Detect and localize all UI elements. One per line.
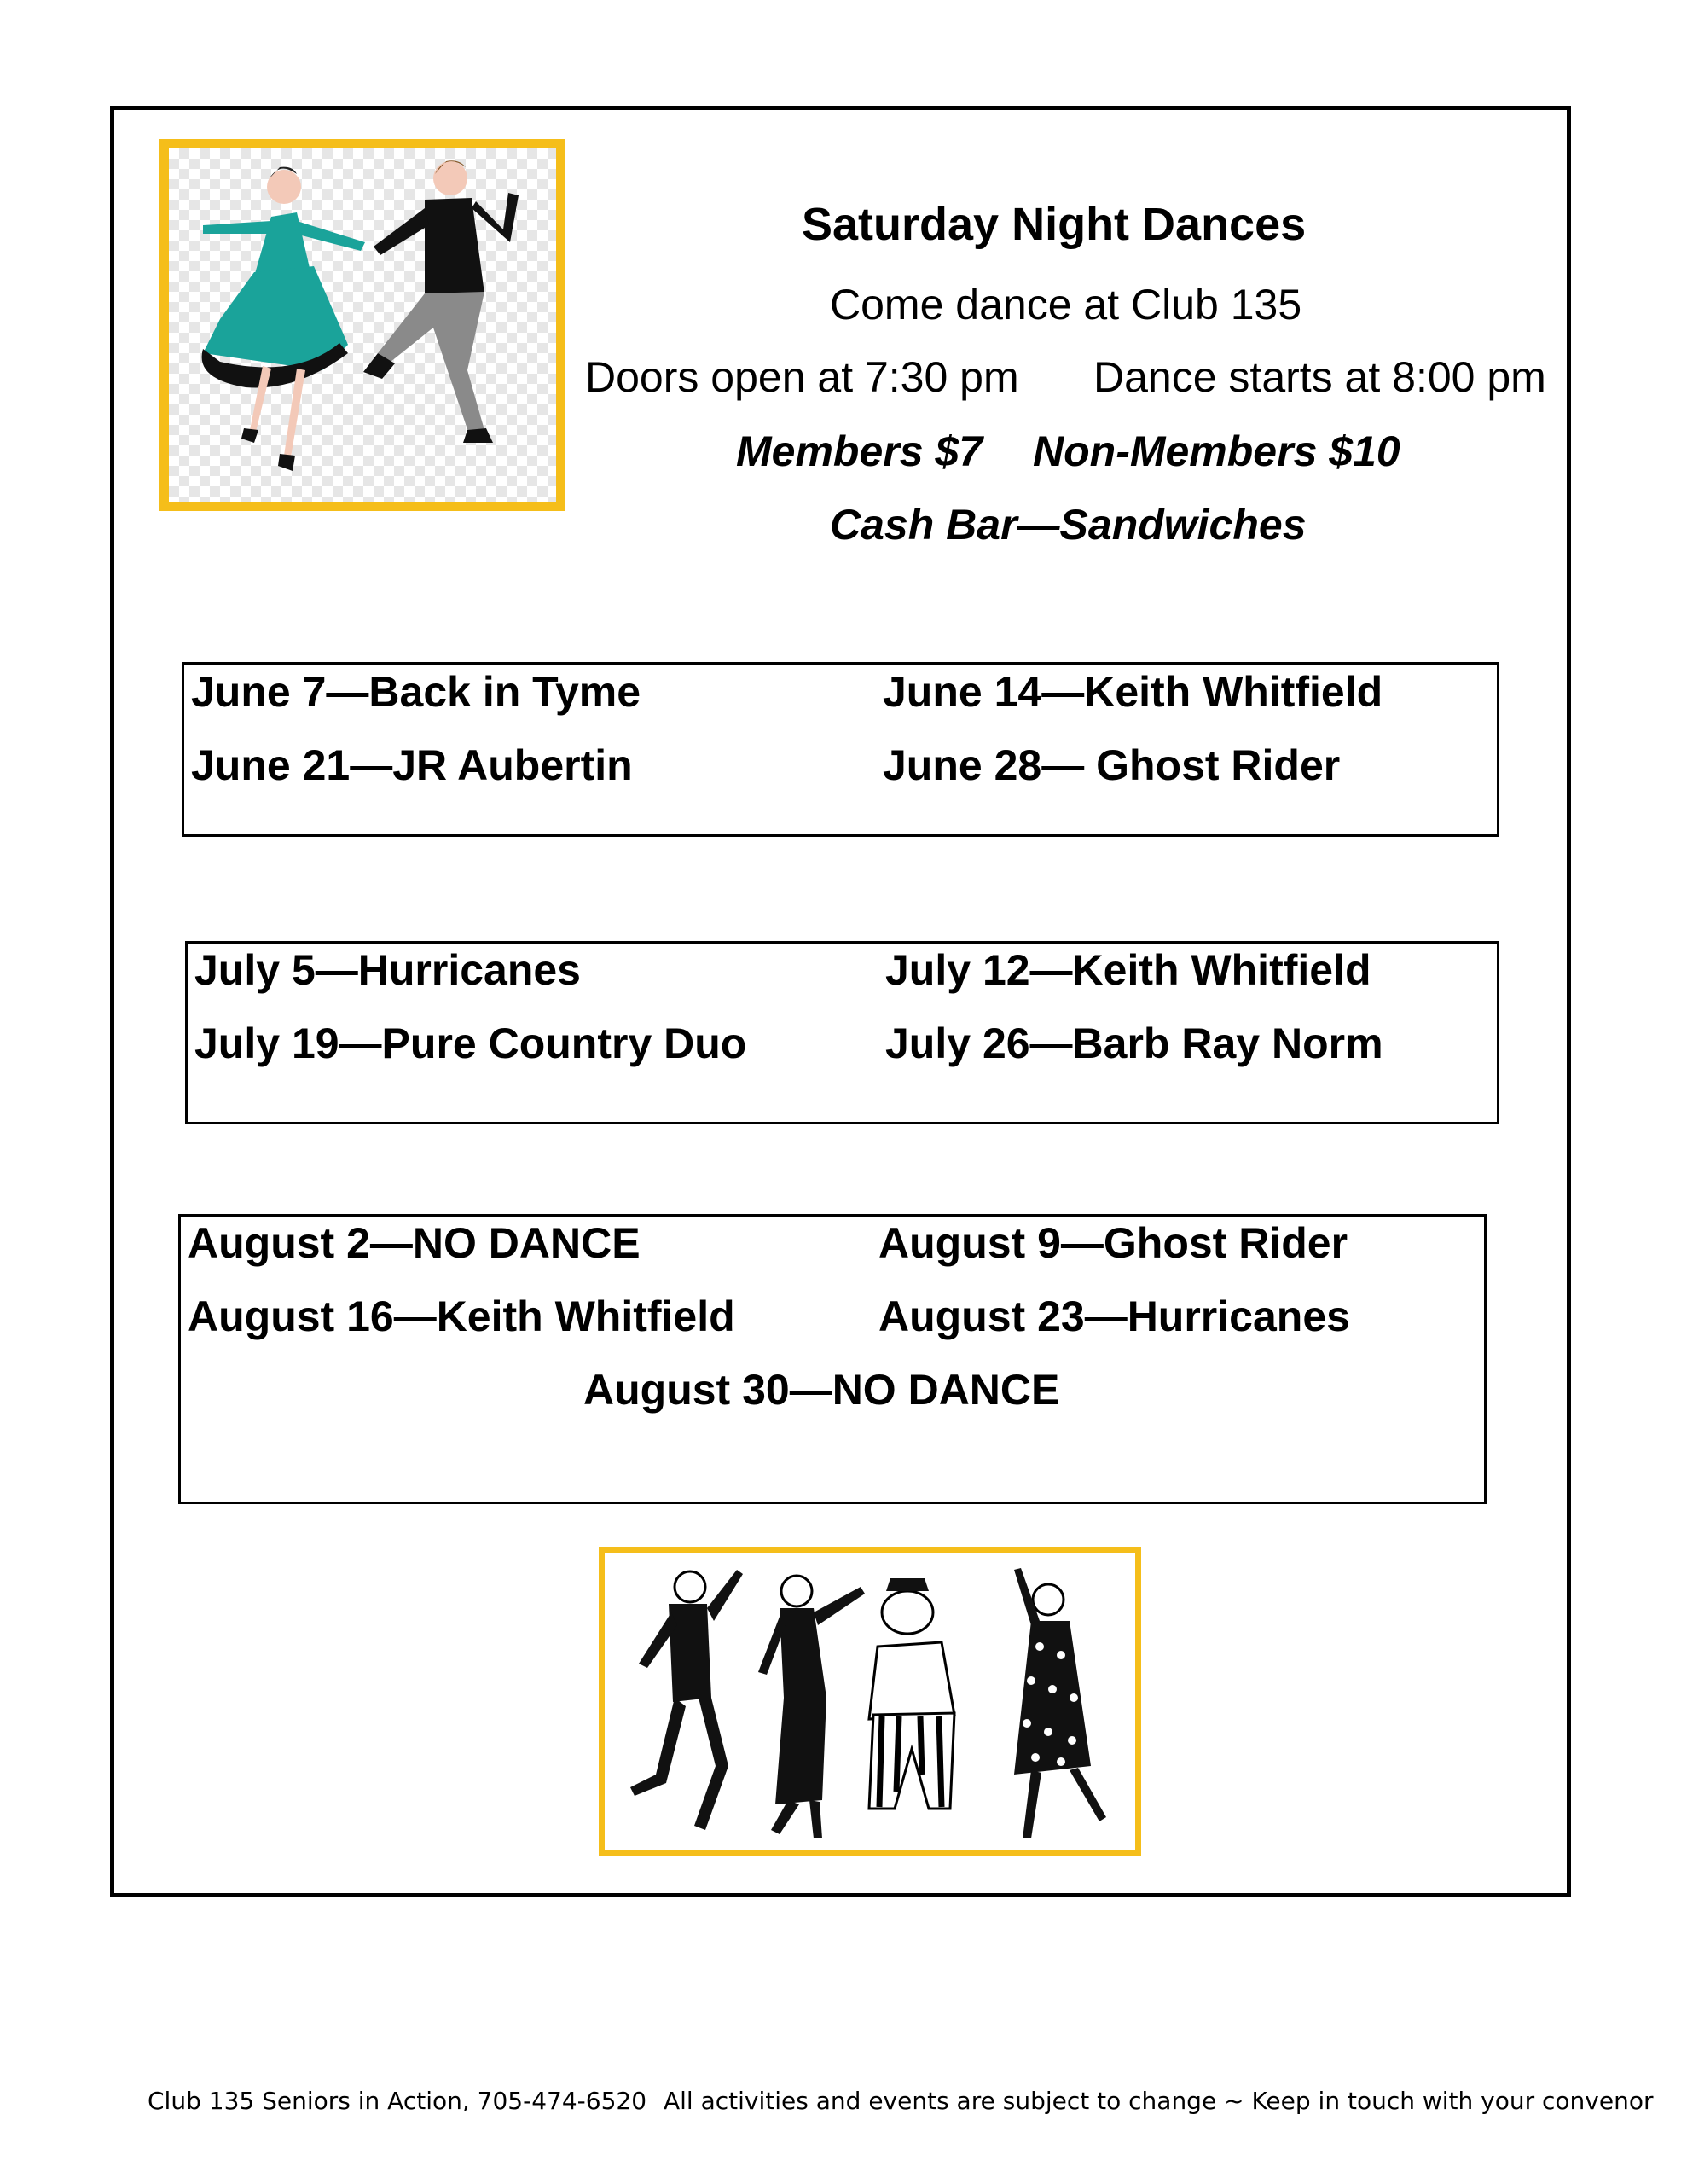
- event-july-26: July 26—Barb Ray Norm: [885, 1019, 1383, 1067]
- event-june-7: June 7—Back in Tyme: [191, 668, 641, 716]
- event-june-21: June 21—JR Aubertin: [191, 741, 633, 789]
- non-members-price: Non-Members $10: [1033, 427, 1400, 475]
- dancing-seniors-image: [599, 1547, 1141, 1856]
- footer-contact: Club 135 Seniors in Action, 705-474-6520: [148, 2087, 647, 2115]
- subtitle: Come dance at Club 135: [830, 281, 1302, 328]
- event-july-19: July 19—Pure Country Duo: [194, 1019, 747, 1067]
- dancing-couple-illustration: [169, 148, 556, 502]
- event-august-23: August 23—Hurricanes: [878, 1292, 1350, 1340]
- members-price: Members $7: [736, 427, 983, 475]
- footer-disclaimer: All activities and events are subject to change ~ Keep in touch with your convenor: [664, 2087, 1654, 2115]
- event-august-2: August 2—NO DANCE: [188, 1219, 641, 1267]
- event-june-28: June 28— Ghost Rider: [883, 741, 1341, 789]
- doors-open-time: Doors open at 7:30 pm: [585, 353, 1019, 401]
- event-august-9: August 9—Ghost Rider: [878, 1219, 1348, 1267]
- dance-start-time: Dance starts at 8:00 pm: [1093, 353, 1546, 401]
- dancing-couple-image: [159, 139, 565, 511]
- event-june-14: June 14—Keith Whitfield: [883, 668, 1383, 716]
- dancing-seniors-illustration: [605, 1553, 1135, 1850]
- cash-bar-note: Cash Bar—Sandwiches: [830, 501, 1307, 549]
- event-august-16: August 16—Keith Whitfield: [188, 1292, 735, 1340]
- event-july-12: July 12—Keith Whitfield: [885, 946, 1371, 994]
- event-july-5: July 5—Hurricanes: [194, 946, 581, 994]
- page-title: Saturday Night Dances: [802, 199, 1307, 250]
- event-august-30: August 30—NO DANCE: [583, 1366, 1060, 1414]
